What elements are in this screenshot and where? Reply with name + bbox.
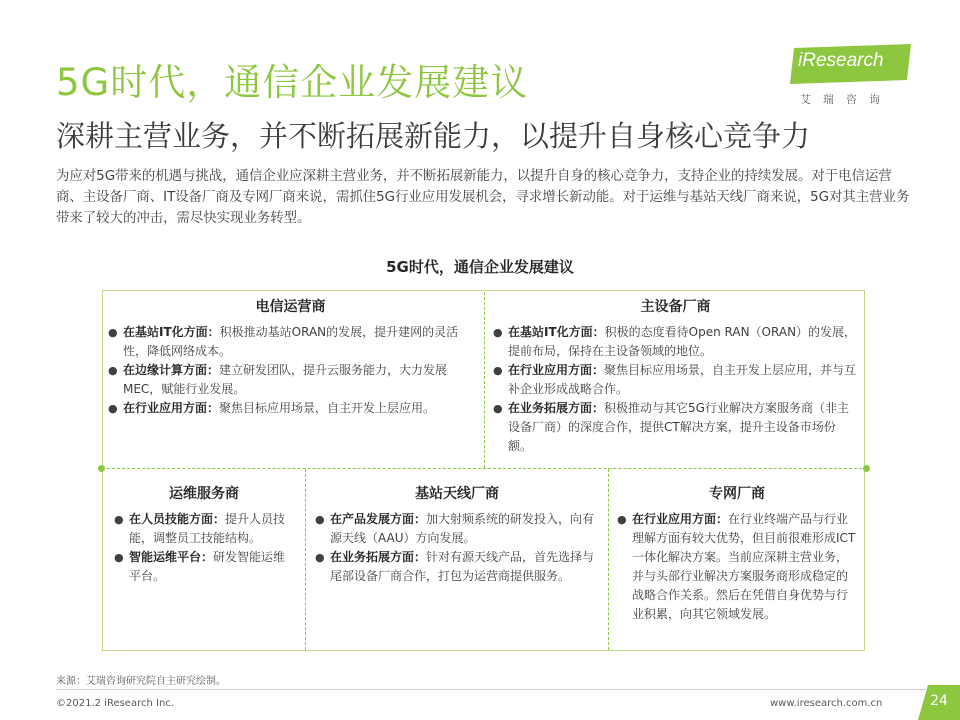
item-key: 在产品发展方面：	[330, 512, 427, 526]
list-item	[315, 548, 599, 586]
item-text: 聚焦目标应用场景，自主开发上层应用。	[219, 401, 436, 415]
bullet-icon: ●	[315, 551, 325, 564]
item-text: 加大射频系统的研发投入，向有源天线（AAU）方向发展。	[330, 512, 595, 545]
item-text: 聚焦目标应用场景，自主开发上层应用，并与互补企业形成战略合作。	[508, 363, 857, 396]
list-item	[108, 399, 473, 418]
item-text: 建立研发团队，提升云服务能力，大力发展MEC，赋能行业发展。	[123, 363, 448, 396]
list-item	[617, 510, 857, 624]
cell-heading: 主设备厂商	[640, 299, 711, 315]
bullet-icon: ●	[108, 364, 118, 377]
bullet-icon: ●	[493, 364, 503, 377]
list-item	[493, 361, 858, 399]
item-key: 在边缘计算方面：	[123, 363, 220, 377]
divider-dot-left	[98, 465, 105, 472]
item-text: 研发智能运维平台。	[129, 550, 286, 583]
list-item	[108, 323, 473, 361]
page-number: 24	[930, 693, 948, 709]
item-key: 在行业应用方面：	[632, 512, 729, 526]
list-item	[493, 323, 858, 361]
cell-heading: 基站天线厂商	[415, 486, 499, 502]
item-text: 在行业终端产品与行业理解方面有较大优势，但目前很难形成ICT一体化解决方案。当前应深耕主营业务，并与头部行业解决方案服务商形成稳定的战略合作关系。然后在凭借自身优势与行业积累，向其它领域发展。	[632, 512, 856, 621]
page-number-badge	[918, 685, 960, 720]
list-item	[108, 361, 473, 399]
divider-dot-right	[863, 465, 870, 472]
bullet-icon: ●	[617, 513, 627, 526]
copyright-text: ©2021.2 iResearch Inc.	[56, 698, 174, 709]
vertical-divider-bottom-left	[305, 469, 306, 650]
list-item	[114, 510, 294, 548]
website-link[interactable]: www.iresearch.com.cn	[770, 698, 883, 709]
item-key: 在基站IT化方面：	[123, 325, 220, 339]
logo-subtext: 艾瑞咨询	[800, 93, 892, 106]
vertical-divider-bottom-right	[608, 469, 609, 650]
list-item	[315, 510, 599, 548]
iresearch-logo	[790, 44, 915, 110]
item-key: 在基站IT化方面：	[508, 325, 605, 339]
list-item	[493, 399, 858, 456]
item-text: 针对有源天线产品，首先选择与尾部设备厂商合作，打包为运营商提供服务。	[330, 550, 595, 583]
cell-heading: 运维服务商	[169, 486, 239, 502]
footer-divider	[56, 689, 926, 690]
description-paragraph: 为应对5G带来的机遇与挑战，通信企业应深耕主营业务，并不断拓展新能力，以提升自身的核心竞争力，支持企业的持续发展。对于电信运营商、主设备厂商、IT设备厂商及专网厂商来说，需抓住5G行业应用发展机会，寻求增长新动能。对于运维与基站天线厂商来说，5G对其主营业务带来了较大的冲击，需尽快实现业务转型。	[56, 169, 910, 226]
item-text: 提升人员技能，调整员工技能结构。	[129, 512, 286, 545]
item-key: 智能运维平台：	[129, 550, 214, 564]
horizontal-divider	[102, 468, 867, 469]
list-item	[114, 548, 294, 586]
page-subtitle: 深耕主营业务，并不断拓展新能力，以提升自身核心竞争力	[56, 119, 811, 153]
item-text: 积极的态度看待Open RAN（ORAN）的发展，提前布局，保持在主设备领域的地位。	[508, 325, 857, 358]
vertical-divider-top	[484, 292, 485, 468]
bullet-icon: ●	[114, 513, 124, 526]
cell-private-network-vendor	[617, 485, 857, 624]
item-key: 在行业应用方面：	[123, 401, 220, 415]
logo-text: iResearch	[798, 50, 884, 71]
item-key: 在行业应用方面：	[508, 363, 605, 377]
bullet-icon: ●	[114, 551, 124, 564]
cell-heading: 专网厂商	[709, 486, 765, 502]
source-note: 来源：艾瑞咨询研究院自主研究绘制。	[56, 676, 226, 687]
diagram-title: 5G时代，通信企业发展建议	[386, 258, 574, 276]
page-title: 5G时代，通信企业发展建议	[56, 61, 529, 104]
cell-om-service-provider	[114, 485, 294, 586]
cell-main-equipment-vendor	[493, 298, 858, 456]
cell-base-station-antenna-vendor	[315, 485, 599, 586]
cell-heading: 电信运营商	[255, 299, 326, 315]
item-key: 在业务拓展方面：	[330, 550, 427, 564]
cell-telecom-operator	[108, 298, 473, 418]
bullet-icon: ●	[108, 402, 118, 415]
bullet-icon: ●	[315, 513, 325, 526]
item-key: 在业务拓展方面：	[508, 401, 605, 415]
bullet-icon: ●	[108, 326, 118, 339]
item-text: 积极推动与其它5G行业解决方案服务商（非主设备厂商）的深度合作，提供CT解决方案，提升主设备市场份额。	[508, 401, 849, 453]
item-key: 在人员技能方面：	[129, 512, 226, 526]
bullet-icon: ●	[493, 402, 503, 415]
bullet-icon: ●	[493, 326, 503, 339]
item-text: 积极推动基站ORAN的发展，提升建网的灵活性，降低网络成本。	[123, 325, 459, 358]
